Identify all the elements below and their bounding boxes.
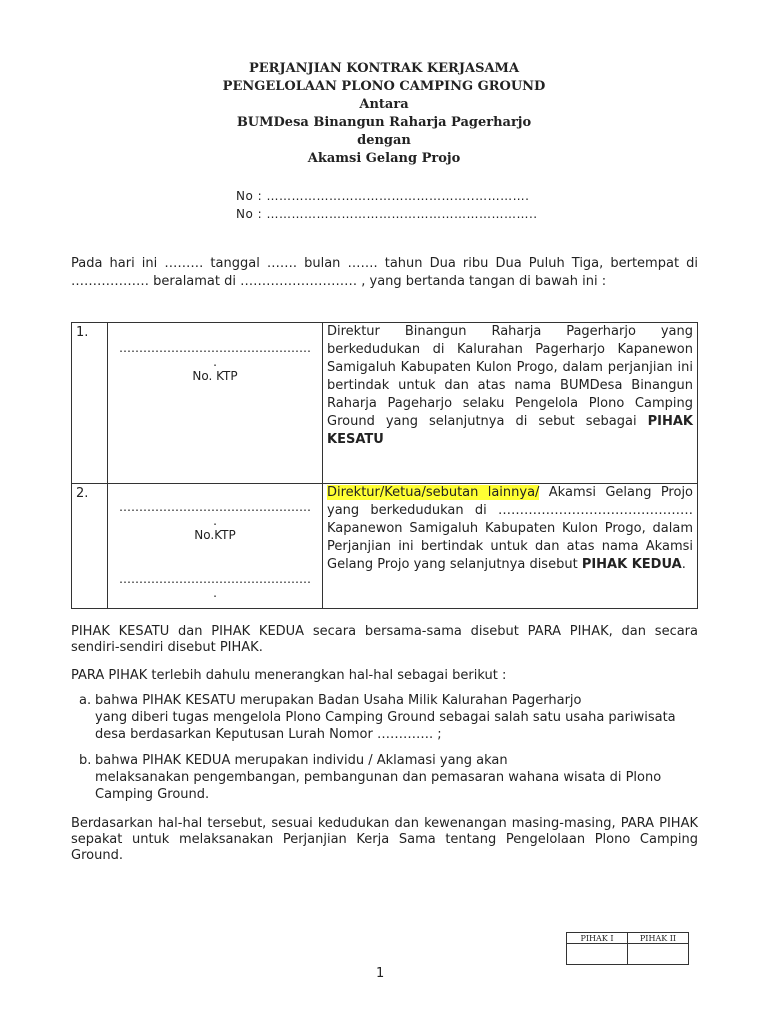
party-row-2 (72, 484, 698, 609)
item-first-line: bahwa PIHAK KEDUA merupakan individu / Aklamasi yang akan (95, 753, 508, 768)
signature-dots: ………………………………………… (119, 500, 311, 514)
document-numbers (236, 187, 538, 223)
signature-dots: ………………………………………… (119, 341, 311, 355)
item-rest: melaksanakan pengembangan, pembangunan dan pemasaran wahana wisata di Plono Camping Ground. (95, 770, 662, 802)
signature-cell (108, 323, 323, 484)
initials-header-1: PIHAK I (567, 933, 628, 944)
title-line-1: PERJANJIAN KONTRAK KERJASAMA (248, 61, 520, 76)
signature-dots-2: ………………………………………… (119, 572, 311, 586)
para-pihak-paragraph: PIHAK KESATU dan PIHAK KEDUA secara bersama-sama disebut PARA PIHAK, dan secara sendiri-sendiri disebut PIHAK. (71, 624, 698, 655)
number-line-2: No : ……………………………………………………….. (236, 207, 538, 221)
title-line-4: BUMDesa Binangun Raharja Pagerharjo (236, 115, 532, 130)
signature-dot: . (213, 514, 217, 528)
item-rest: yang diberi tugas mengelola Plono Camping Ground sebagai salah satu usaha pariwisata desa berdasarkan Keputusan Lurah Nomor …………. ; (95, 710, 676, 742)
list-item (79, 692, 689, 743)
intro-paragraph: Pada hari ini ……… tanggal ……. bulan ……. tahun Dua ribu Dua Puluh Tiga, bertempat di ……………… beralamat di ……………………… , yang bertanda tangan di bawah ini : (71, 256, 698, 289)
title-line-6: Akamsi Gelang Projo (307, 151, 461, 166)
item-label: b. (79, 753, 92, 768)
ktp-label: No. KTP (192, 369, 238, 383)
initials-cell-2 (628, 944, 689, 965)
title-line-3: Antara (359, 97, 409, 112)
party-description-text: Direktur Binangun Raharja Pagerharjo yang berkedudukan di Kalurahan Pagerharjo Kapanewon Samigaluh Kabupaten Kulon Progo, dalam perjanjian ini bertindak untuk dan atas nama BUMDesa Binangun Raharja Pageharjo selaku Pengelola Plono Camping Ground yang selanjutnya di sebut sebagai (327, 324, 693, 429)
parties-table (71, 322, 698, 609)
item-first-line: bahwa PIHAK KESATU merupakan Badan Usaha Milik Kalurahan Pagerharjo (95, 693, 582, 708)
party-row-1 (72, 323, 698, 484)
party-number: 1. (72, 323, 108, 484)
ktp-label: No.KTP (194, 528, 236, 542)
page-number: 1 (376, 966, 385, 981)
title-line-2: PENGELOLAAN PLONO CAMPING GROUND (222, 79, 546, 94)
party-description (323, 323, 698, 484)
document-title (0, 60, 768, 168)
signature-dot: . (213, 355, 217, 369)
signature-dot-2: . (213, 586, 217, 600)
closing-paragraph: Berdasarkan hal-hal tersebut, sesuai kedudukan dan kewenangan masing-masing, PARA PIHAK sepakat untuk melaksanakan Perjanjian Kerja Sama tentang Pengelolaan Plono Camping Ground. (71, 816, 698, 863)
party-designation: PIHAK KESATU (327, 414, 693, 447)
party-description (323, 484, 698, 609)
signature-cell (108, 484, 323, 609)
list-item (79, 752, 689, 803)
party-number: 2. (72, 484, 108, 609)
party-designation: PIHAK KEDUA (581, 557, 682, 572)
initials-cell-1 (567, 944, 628, 965)
initials-header-2: PIHAK II (628, 933, 689, 944)
initials-box (566, 932, 689, 965)
party-description-text: Akamsi Gelang Projo yang berkedudukan di ……………………………………… Kapanewon Samigaluh Kabupaten Kulon Progo, dalam Perjanjian ini bertindak untuk dan atas nama Akamsi Gelang Projo yang selanjutnya disebut (327, 485, 694, 572)
highlighted-title: Direktur/Ketua/sebutan lainnya/ (327, 485, 540, 500)
explain-intro: PARA PIHAK terlebih dahulu menerangkan hal-hal sebagai berikut : (71, 668, 507, 683)
title-line-5: dengan (357, 133, 411, 148)
item-label: a. (79, 693, 92, 708)
number-line-1: No : …………………………………………..…………. (236, 189, 530, 203)
party-description-end: . (681, 557, 686, 572)
